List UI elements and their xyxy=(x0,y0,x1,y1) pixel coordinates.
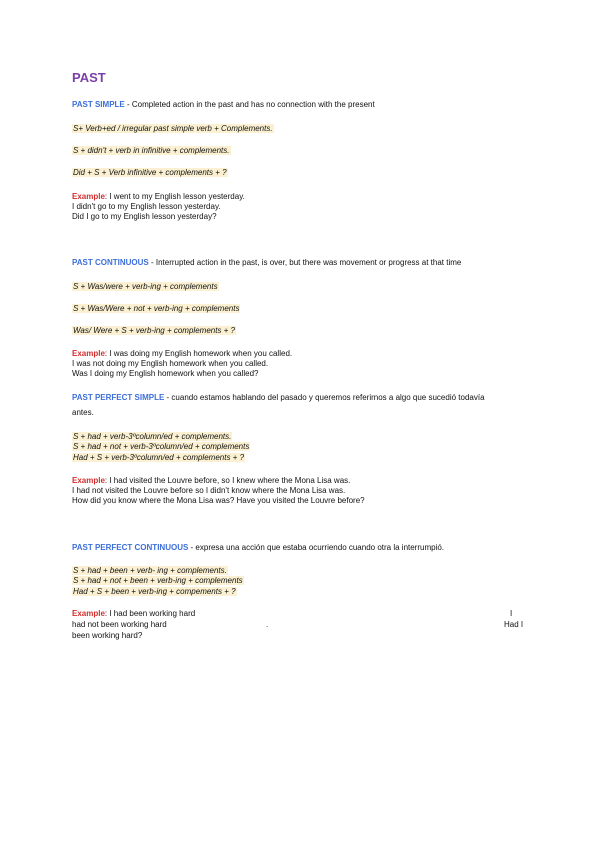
past-continuous-heading xyxy=(72,258,461,268)
past-perfect-example-3: How did you know where the Mona Lisa was? Have you visited the Louvre before? xyxy=(72,496,365,505)
past-simple-heading xyxy=(72,100,375,110)
past-simple-example-3: Did I go to my English lesson yesterday? xyxy=(72,212,217,221)
past-perfect-continuous-desc: - expresa una acción que estaba ocurriendo cuando otra la interrumpió. xyxy=(188,543,445,552)
past-simple-formula-2: S + didn't + verb in infinitive + complements. xyxy=(73,146,230,155)
example-label: Example xyxy=(72,349,105,358)
past-perfect-example-1: Example: I had visited the Louvre before, so I knew where the Mona Lisa was. xyxy=(72,476,351,485)
past-perfect-continuous-example-1-right: I xyxy=(510,609,513,618)
past-perfect-heading xyxy=(72,393,485,403)
past-simple-example-1: Example: I went to my English lesson yesterday. xyxy=(72,192,245,201)
past-perfect-desc: - cuando estamos hablando del pasado y queremos referirnos a algo que sucedió todavía xyxy=(164,393,485,402)
past-continuous-example-3: Was I doing my English homework when you called? xyxy=(72,369,259,378)
past-perfect-continuous-example-3: been working hard? xyxy=(72,631,143,640)
past-simple-label: PAST SIMPLE xyxy=(72,100,125,109)
past-continuous-label: PAST CONTINUOUS xyxy=(72,258,149,267)
past-perfect-continuous-example-2: had not been working hard xyxy=(72,620,167,629)
past-simple-desc: - Completed action in the past and has no connection with the present xyxy=(124,100,375,109)
past-perfect-label: PAST PERFECT SIMPLE xyxy=(72,393,165,402)
past-perfect-formula-1: S + had + verb-3ºcolumn/ed + complements. xyxy=(73,432,232,441)
past-simple-example-2: I didn't go to my English lesson yesterday. xyxy=(72,202,221,211)
past-simple-formula-3: Did + S + Verb infinitive + complements + ? xyxy=(73,168,227,177)
past-perfect-continuous-example-2-right: Had I xyxy=(504,620,524,629)
past-continuous-example-1: Example: I was doing my English homework when you called. xyxy=(72,349,293,358)
past-simple-formula-1: S+ Verb+ed / irregular past simple verb + Complements. xyxy=(73,124,273,133)
past-perfect-continuous-formula-1: S + had + been + verb- ing + complements. xyxy=(73,566,227,575)
past-perfect-formula-3: Had + S + verb-3ºcolumn/ed + complements + ? xyxy=(73,453,245,462)
past-perfect-continuous-label: PAST PERFECT CONTINUOUS xyxy=(72,543,189,552)
past-perfect-continuous-formula-2: S + had + not + been + verb-ing + complements xyxy=(73,576,243,585)
past-continuous-formula-2: S + Was/Were + not + verb-ing + complements xyxy=(73,304,240,313)
example-label: Example xyxy=(72,609,105,618)
past-perfect-continuous-example-2-mid: . xyxy=(266,620,269,629)
past-perfect-desc-2: antes. xyxy=(72,408,94,417)
past-continuous-formula-3: Was/ Were + S + verb-ing + complements + ? xyxy=(73,326,235,335)
past-continuous-formula-1: S + Was/were + verb-ing + complements xyxy=(73,282,218,291)
past-perfect-continuous-example-1: Example: I had been working hard xyxy=(72,609,196,618)
past-continuous-desc: - Interrupted action in the past, is over, but there was movement or progress at that time xyxy=(148,258,462,267)
past-perfect-continuous-heading xyxy=(72,543,444,553)
past-continuous-example-2: I was not doing my English homework when you called. xyxy=(72,359,269,368)
example-label: Example xyxy=(72,476,105,485)
page-title: PAST xyxy=(72,70,106,85)
past-perfect-continuous-formula-3: Had + S + been + verb-ing + compements + ? xyxy=(73,587,236,596)
example-label: Example xyxy=(72,192,105,201)
past-perfect-example-2: I had not visited the Louvre before so I didn't know where the Mona Lisa was. xyxy=(72,486,346,495)
past-perfect-formula-2: S + had + not + verb-3ºcolumn/ed + complements xyxy=(73,442,250,451)
